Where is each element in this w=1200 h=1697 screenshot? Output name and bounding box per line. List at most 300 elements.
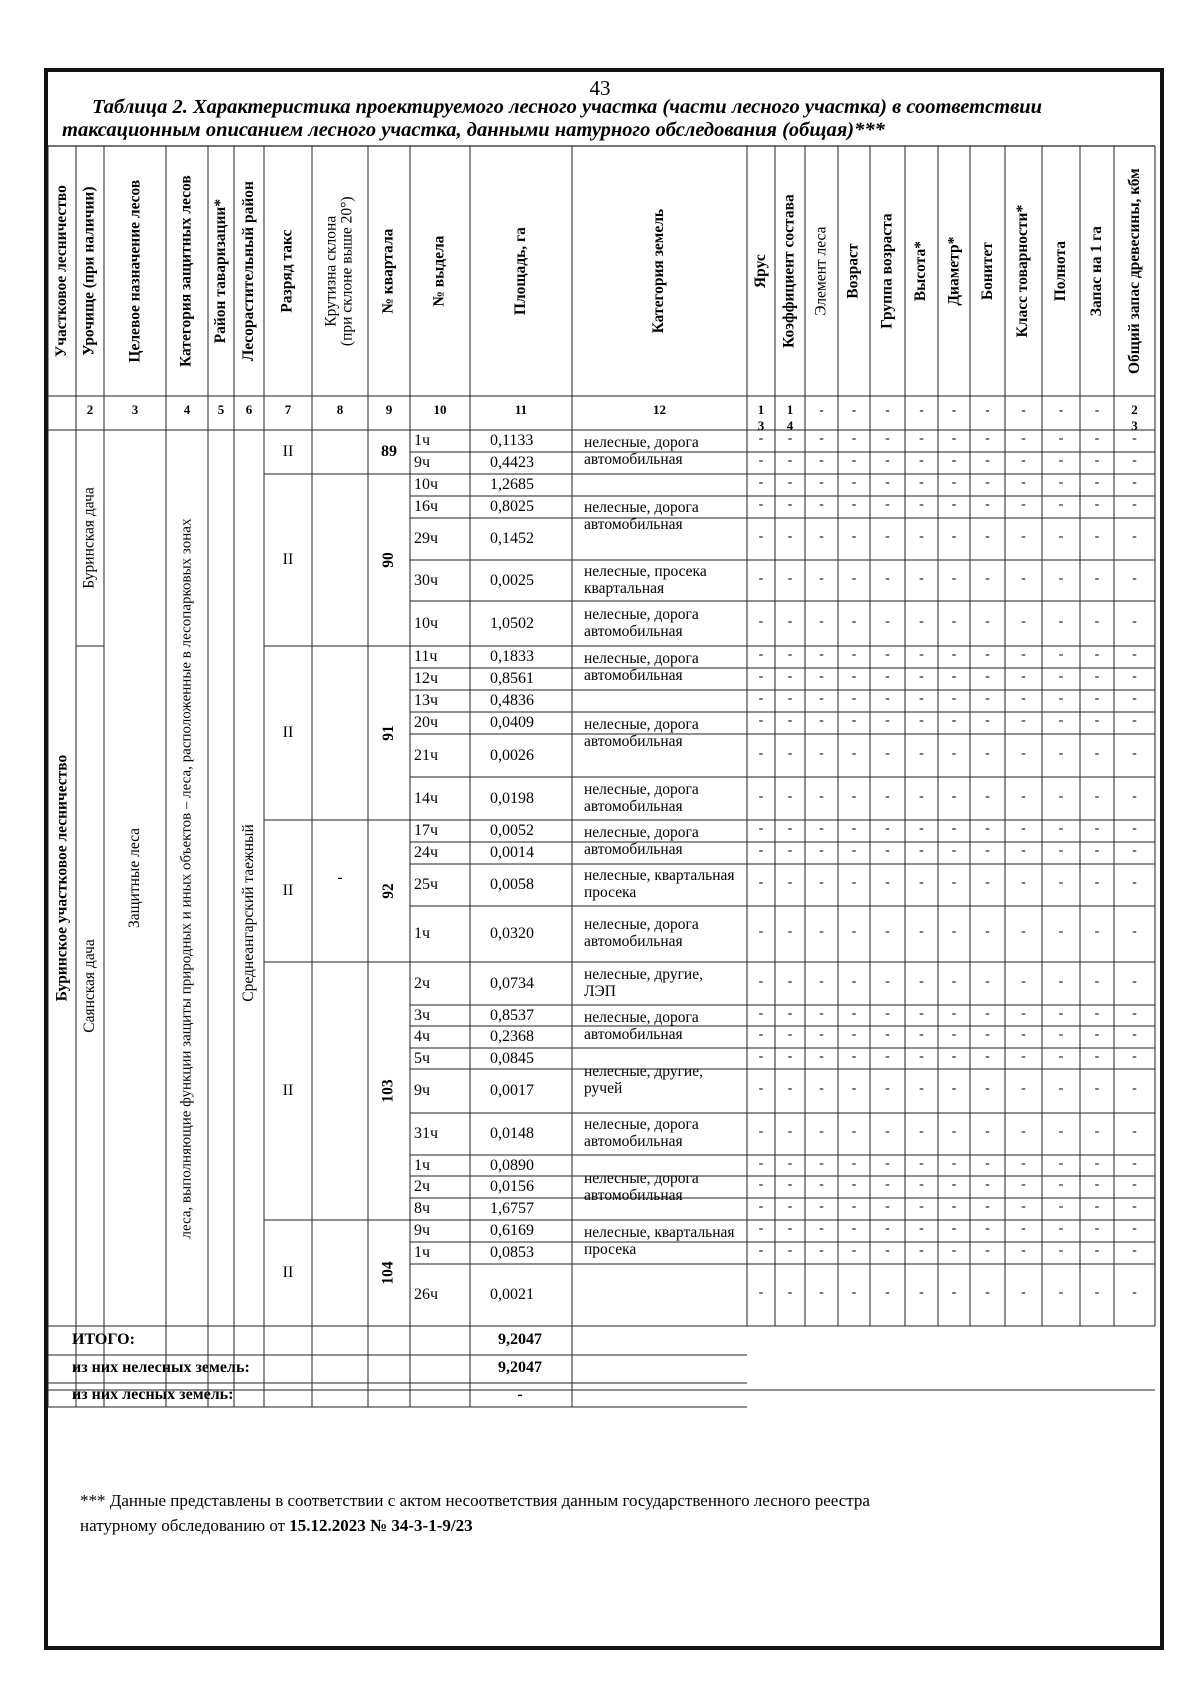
empty-value: -	[819, 647, 824, 662]
empty-value: -	[758, 1221, 764, 1236]
header-label: Класс товарности*	[1014, 204, 1032, 338]
tax-class: II	[282, 551, 294, 568]
empty-value: -	[819, 713, 824, 728]
empty-value: -	[951, 1221, 957, 1236]
empty-value: -	[819, 1027, 824, 1042]
empty-value: -	[1094, 497, 1100, 512]
empty-value: -	[819, 1124, 824, 1139]
empty-value: -	[1058, 613, 1064, 629]
plot-area: 0,0853	[490, 1244, 534, 1261]
quarter-number-text: 104	[380, 1261, 397, 1285]
empty-value: -	[758, 475, 764, 490]
empty-value: -	[885, 924, 890, 939]
empty-value: -	[758, 453, 764, 468]
plot-number: 9ч	[414, 1222, 431, 1239]
empty-value: -	[1132, 1243, 1137, 1258]
plot-number: 17ч	[414, 822, 439, 839]
empty-value: -	[1094, 1199, 1100, 1214]
slope-value: -	[337, 869, 343, 886]
total-label: ИТОГО:	[72, 1331, 135, 1348]
forestry-name-text: Буринское участковое лесничество	[53, 754, 70, 1002]
empty-value: -	[1021, 570, 1026, 586]
empty-value: -	[758, 745, 764, 761]
empty-value: -	[758, 973, 764, 989]
empty-value: -	[1058, 1005, 1064, 1021]
plot-number: 4ч	[414, 1028, 431, 1045]
empty-value: -	[787, 875, 793, 890]
empty-value: -	[819, 691, 824, 706]
header-label: Разряд такс	[278, 229, 296, 313]
purpose-text: Защитные леса	[126, 827, 143, 929]
empty-value: -	[787, 431, 793, 446]
header-label: Диаметр*	[944, 236, 962, 306]
empty-value: -	[1132, 973, 1137, 989]
empty-value: -	[885, 875, 890, 890]
empty-value: -	[787, 1081, 793, 1096]
plot-area: 0,4836	[490, 692, 534, 709]
page-number: 43	[589, 76, 611, 100]
header-label: Полнота	[1051, 240, 1069, 302]
plot-area: 0,0890	[490, 1156, 534, 1174]
plot-number: 8ч	[414, 1200, 431, 1217]
plot-area: 0,0845	[490, 1049, 534, 1067]
empty-value: -	[885, 788, 890, 804]
empty-value: -	[1058, 1124, 1064, 1139]
protect-category	[166, 430, 208, 1326]
empty-value: -	[1132, 875, 1137, 890]
empty-value: -	[819, 973, 824, 989]
empty-value: -	[1021, 1081, 1026, 1096]
quarter-number	[368, 962, 410, 1220]
plot-number: 10ч	[414, 614, 439, 632]
header-label: Участковое лесничество	[52, 184, 70, 358]
empty-value: -	[885, 1285, 890, 1300]
empty-value: -	[951, 1285, 957, 1300]
empty-value: -	[758, 1048, 764, 1064]
header-label: Целевое назначение лесов	[125, 179, 143, 363]
empty-value: -	[1094, 713, 1100, 728]
header-1	[48, 146, 76, 396]
header-label: Район таваризации*	[211, 198, 229, 344]
empty-value: -	[1094, 745, 1100, 761]
empty-value: -	[1094, 1048, 1100, 1064]
column-number: 9	[385, 402, 393, 417]
empty-value: -	[819, 613, 824, 629]
empty-value: -	[1021, 613, 1026, 629]
empty-value: -	[1132, 691, 1137, 706]
quarter-number	[368, 646, 410, 820]
empty-value: -	[985, 1199, 990, 1214]
empty-value: -	[951, 669, 957, 684]
header-18	[905, 146, 938, 396]
plot-number: 3ч	[414, 1006, 431, 1024]
empty-value: -	[1132, 497, 1137, 512]
empty-value: -	[1094, 1177, 1100, 1192]
column-number: 12	[653, 402, 666, 417]
empty-value: -	[985, 745, 990, 761]
empty-value: -	[1132, 669, 1137, 684]
empty-value: -	[1058, 713, 1064, 728]
column-number: 2	[86, 402, 94, 417]
tax-class: II	[282, 1264, 294, 1281]
empty-value: -	[919, 1221, 924, 1236]
empty-value: -	[1021, 431, 1026, 446]
land-category: нелесные, дорога автомобильная	[584, 824, 699, 858]
empty-value: -	[1058, 570, 1064, 586]
empty-value: -	[885, 713, 890, 728]
empty-value: -	[1094, 1285, 1100, 1300]
column-number: -	[851, 402, 857, 417]
empty-value: -	[919, 570, 924, 586]
empty-value: -	[758, 713, 764, 728]
header-22	[1042, 146, 1080, 396]
empty-value: -	[951, 529, 957, 544]
empty-value: -	[819, 1155, 824, 1171]
empty-value: -	[1094, 1243, 1100, 1258]
empty-value: -	[1094, 691, 1100, 706]
plot-number: 30ч	[414, 571, 439, 589]
empty-value: -	[1094, 570, 1100, 586]
column-number: 2 3	[1131, 402, 1138, 433]
empty-value: -	[1094, 843, 1100, 858]
header-20	[970, 146, 1005, 396]
empty-value: -	[819, 1285, 824, 1300]
empty-value: -	[1094, 529, 1100, 544]
empty-value: -	[787, 788, 793, 804]
empty-value: -	[951, 1177, 957, 1192]
empty-value: -	[1058, 647, 1064, 662]
empty-value: -	[758, 1081, 764, 1096]
footnote	[80, 1488, 1080, 1538]
empty-value: -	[1058, 1081, 1064, 1096]
empty-value: -	[851, 1199, 857, 1214]
empty-value: -	[919, 924, 924, 939]
empty-value: -	[758, 431, 764, 446]
plot-number: 2ч	[414, 1178, 431, 1195]
empty-value: -	[1058, 745, 1064, 761]
empty-value: -	[951, 613, 957, 629]
tax-class: II	[282, 882, 294, 899]
empty-value: -	[1058, 1285, 1064, 1300]
table-caption-line1: Таблица 2. Характеристика проектируемого лесного участка (части лесного участка) в соответствии	[92, 96, 1043, 118]
empty-value: -	[1021, 1027, 1026, 1042]
forest-region-text: Среднеангарский таежный	[240, 824, 257, 1002]
empty-value: -	[885, 1048, 890, 1064]
empty-value: -	[787, 475, 793, 490]
empty-value: -	[1058, 843, 1064, 858]
empty-value: -	[1021, 1005, 1026, 1021]
plot-area: 0,0198	[490, 789, 534, 807]
plot-number: 16ч	[414, 498, 439, 515]
header-label: Крутизна склона (при склоне выше 20°)	[322, 196, 357, 346]
protect-category-text: леса, выполняющие функции защиты природных и иных объектов – леса, расположенные в лесопарковых зонах	[178, 518, 195, 1238]
header-label: Запас на 1 га	[1087, 225, 1105, 317]
empty-value: -	[787, 497, 793, 512]
empty-value: -	[885, 1155, 890, 1171]
empty-value: -	[919, 669, 924, 684]
plot-number: 24ч	[414, 844, 439, 861]
empty-value: -	[919, 691, 924, 706]
header-15	[805, 146, 838, 396]
empty-value: -	[985, 1177, 990, 1192]
empty-value: -	[1058, 529, 1064, 544]
plot-area: 1,6757	[490, 1200, 534, 1217]
column-number: -	[1094, 402, 1100, 417]
empty-value: -	[985, 453, 990, 468]
plot-area: 0,8537	[490, 1006, 534, 1024]
tax-class: II	[282, 443, 294, 460]
purpose	[104, 430, 166, 1326]
empty-value: -	[758, 1124, 764, 1139]
empty-value: -	[819, 1243, 824, 1258]
empty-value: -	[951, 475, 957, 490]
empty-value: -	[885, 821, 890, 836]
header-label: Общий запас древесины, кбм	[1125, 168, 1143, 374]
empty-value: -	[819, 431, 824, 446]
empty-value: -	[1021, 1199, 1026, 1214]
plot-area: 0,0014	[490, 844, 534, 861]
empty-value: -	[851, 570, 857, 586]
empty-value: -	[919, 497, 924, 512]
column-number: 7	[284, 402, 292, 417]
empty-value: -	[787, 713, 793, 728]
empty-value: -	[1058, 1221, 1064, 1236]
empty-value: -	[951, 1048, 957, 1064]
empty-value: -	[985, 431, 990, 446]
plot-area: 0,0058	[490, 876, 534, 893]
header-2	[76, 146, 104, 396]
header-11	[470, 146, 572, 396]
empty-value: -	[758, 843, 764, 858]
column-number: 10	[433, 402, 447, 417]
empty-value: -	[919, 821, 924, 836]
empty-value: -	[1021, 1048, 1026, 1064]
empty-value: -	[758, 924, 764, 939]
empty-value: -	[1021, 1285, 1026, 1300]
empty-value: -	[758, 613, 764, 629]
empty-value: -	[951, 647, 957, 662]
empty-value: -	[758, 1199, 764, 1214]
empty-value: -	[1058, 453, 1064, 468]
empty-value: -	[1021, 821, 1026, 836]
empty-value: -	[787, 821, 793, 836]
empty-value: -	[985, 1124, 990, 1139]
empty-value: -	[851, 821, 857, 836]
empty-value: -	[985, 1048, 990, 1064]
empty-value: -	[919, 647, 924, 662]
empty-value: -	[1132, 745, 1137, 761]
plot-number: 1ч	[414, 432, 431, 449]
empty-value: -	[985, 669, 990, 684]
empty-value: -	[985, 529, 990, 544]
header-23	[1080, 146, 1114, 396]
empty-value: -	[1058, 691, 1064, 706]
plot-number: 14ч	[414, 789, 439, 807]
header-6	[234, 146, 264, 396]
empty-value: -	[1094, 613, 1100, 629]
header-21	[1005, 146, 1042, 396]
empty-value: -	[951, 497, 957, 512]
plot-area: 0,1133	[490, 432, 534, 449]
empty-value: -	[819, 821, 824, 836]
empty-value: -	[919, 788, 924, 804]
quarter-number: 89	[381, 443, 397, 460]
empty-value: -	[1132, 1005, 1137, 1021]
empty-value: -	[787, 669, 793, 684]
column-number: 6	[245, 402, 253, 417]
header-16	[838, 146, 870, 396]
empty-value: -	[1132, 1155, 1137, 1171]
plot-area: 0,8025	[490, 498, 534, 515]
empty-value: -	[885, 453, 890, 468]
empty-value: -	[919, 613, 924, 629]
empty-value: -	[919, 875, 924, 890]
empty-value: -	[851, 1285, 857, 1300]
header-label: Бонитет	[978, 242, 996, 300]
empty-value: -	[1132, 843, 1137, 858]
empty-value: -	[1021, 669, 1026, 684]
empty-value: -	[1132, 1081, 1137, 1096]
forestry-name	[48, 430, 76, 1326]
land-category: нелесные, дорога автомобильная	[584, 916, 699, 950]
empty-value: -	[1094, 788, 1100, 804]
plot-area: 1,2685	[490, 476, 534, 493]
header-7	[264, 146, 312, 396]
total-value: 9,2047	[498, 1331, 542, 1348]
empty-value: -	[885, 613, 890, 629]
empty-value: -	[1058, 497, 1064, 512]
nonforest-label: из них нелесных земель:	[72, 1359, 250, 1376]
column-number: -	[951, 402, 957, 417]
empty-value: -	[1094, 647, 1100, 662]
empty-value: -	[1132, 1177, 1137, 1192]
empty-value: -	[1132, 924, 1137, 939]
empty-value: -	[919, 1155, 924, 1171]
empty-value: -	[1058, 788, 1064, 804]
empty-value: -	[819, 1081, 824, 1096]
empty-value: -	[758, 691, 764, 706]
empty-value: -	[1021, 1124, 1026, 1139]
empty-value: -	[851, 843, 857, 858]
header-label: Урочище (при наличии)	[80, 186, 98, 356]
empty-value: -	[951, 1005, 957, 1021]
empty-value: -	[985, 713, 990, 728]
empty-value: -	[985, 497, 990, 512]
empty-value: -	[951, 431, 957, 446]
empty-value: -	[787, 1048, 793, 1064]
header-3	[104, 146, 166, 396]
empty-value: -	[919, 973, 924, 989]
header-label: Высота*	[912, 240, 930, 302]
column-number: 8	[336, 402, 344, 417]
land-category: нелесные, дорога автомобильная	[584, 499, 699, 533]
empty-value: -	[1021, 843, 1026, 858]
plot-area: 0,2368	[490, 1028, 534, 1045]
empty-value: -	[1132, 475, 1137, 490]
plot-area: 0,0409	[490, 714, 534, 731]
empty-value: -	[951, 843, 957, 858]
empty-value: -	[1021, 1177, 1026, 1192]
empty-value: -	[1021, 713, 1026, 728]
empty-value: -	[985, 691, 990, 706]
empty-value: -	[819, 924, 824, 939]
empty-value: -	[885, 745, 890, 761]
plot-number: 9ч	[414, 1082, 431, 1099]
quarter-number-text: 90	[380, 552, 397, 568]
land-category: нелесные, квартальная просека	[584, 867, 735, 901]
empty-value: -	[819, 843, 824, 858]
empty-value: -	[1132, 431, 1137, 446]
empty-value: -	[1021, 745, 1026, 761]
plot-number: 1ч	[414, 1156, 431, 1174]
empty-value: -	[1021, 1155, 1026, 1171]
plot-area: 0,8561	[490, 670, 534, 687]
land-category: нелесные, дорога автомобильная	[584, 780, 699, 815]
empty-value: -	[787, 1177, 793, 1192]
plot-number: 21ч	[414, 746, 439, 764]
empty-value: -	[885, 691, 890, 706]
quarter-number	[368, 820, 410, 962]
column-number: -	[919, 402, 924, 417]
empty-value: -	[1132, 453, 1137, 468]
empty-value: -	[885, 1199, 890, 1214]
empty-value: -	[851, 669, 857, 684]
empty-value: -	[1094, 669, 1100, 684]
empty-value: -	[851, 713, 857, 728]
empty-value: -	[919, 1199, 924, 1214]
empty-value: -	[819, 669, 824, 684]
empty-value: -	[951, 570, 957, 586]
empty-value: -	[919, 1177, 924, 1192]
header-label: Категория земель	[650, 208, 668, 334]
empty-value: -	[851, 973, 857, 989]
column-number: -	[1058, 402, 1064, 417]
empty-value: -	[758, 1155, 764, 1171]
empty-value: -	[1058, 669, 1064, 684]
empty-value: -	[985, 1221, 990, 1236]
empty-value: -	[758, 1243, 764, 1258]
plot-area: 0,4423	[490, 454, 534, 471]
empty-value: -	[885, 570, 890, 586]
empty-value: -	[1021, 453, 1026, 468]
plot-area: 0,0025	[490, 571, 534, 589]
empty-value: -	[1058, 821, 1064, 836]
empty-value: -	[851, 691, 857, 706]
empty-value: -	[985, 788, 990, 804]
empty-value: -	[1021, 497, 1026, 512]
empty-value: -	[1132, 529, 1137, 544]
empty-value: -	[951, 691, 957, 706]
header-4	[166, 146, 208, 396]
empty-value: -	[851, 475, 857, 490]
empty-value: -	[787, 1285, 793, 1300]
tract-buryn	[76, 430, 104, 646]
empty-value: -	[985, 1081, 990, 1096]
empty-value: -	[885, 497, 890, 512]
empty-value: -	[885, 1221, 890, 1236]
empty-value: -	[758, 647, 764, 662]
empty-value: -	[851, 529, 857, 544]
empty-value: -	[919, 475, 924, 490]
plot-area: 0,1833	[490, 648, 534, 665]
tract-sayan	[76, 646, 104, 1326]
empty-value: -	[1058, 973, 1064, 989]
empty-value: -	[787, 691, 793, 706]
empty-value: -	[985, 1005, 990, 1021]
plot-area: 0,0320	[490, 925, 534, 942]
empty-value: -	[1094, 1027, 1100, 1042]
header-19	[938, 146, 970, 396]
